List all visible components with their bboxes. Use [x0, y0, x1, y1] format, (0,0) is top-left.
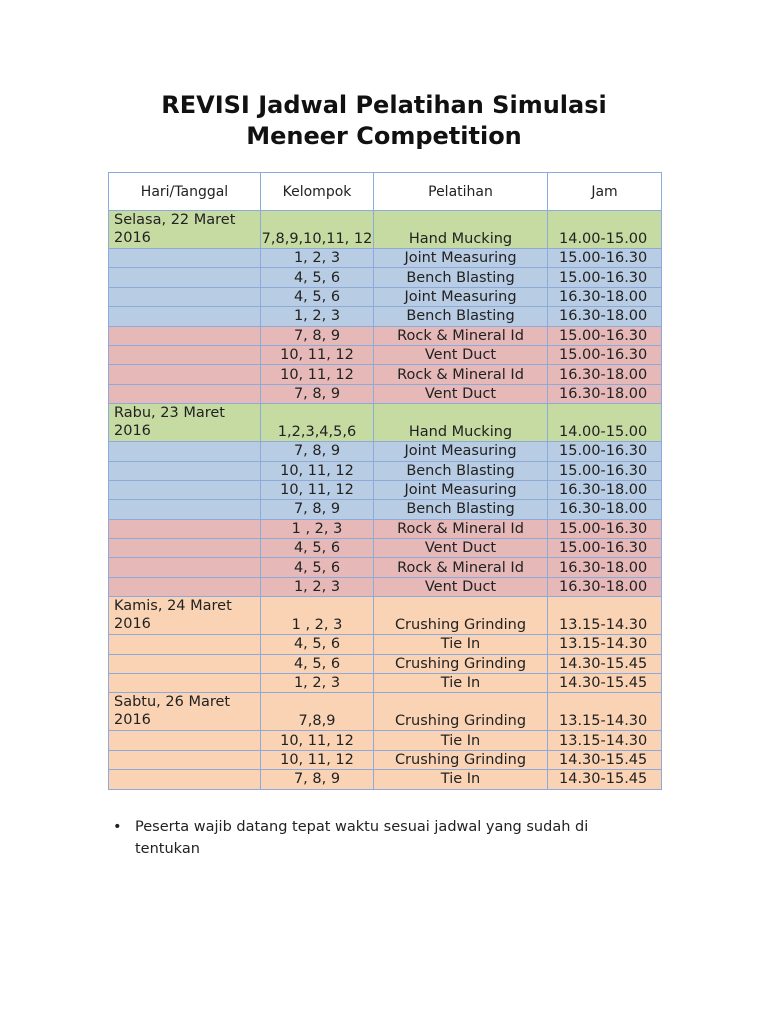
- day-cell: [109, 365, 261, 384]
- group-cell: 4, 5, 6: [261, 635, 374, 654]
- group-cell: 7,8,9: [261, 693, 374, 731]
- table-row: [109, 750, 662, 769]
- group-cell: 10, 11, 12: [261, 750, 374, 769]
- activity-cell: Vent Duct: [374, 345, 548, 364]
- table-row: [109, 442, 662, 461]
- activity-cell: Tie In: [374, 674, 548, 693]
- day-cell: [109, 750, 261, 769]
- title-line-2: Meneer Competition: [246, 122, 522, 150]
- activity-cell: Crushing Grinding: [374, 693, 548, 731]
- activity-cell: Vent Duct: [374, 577, 548, 596]
- day-cell: [109, 307, 261, 326]
- activity-cell: Tie In: [374, 635, 548, 654]
- table-row: [109, 597, 662, 635]
- activity-cell: Rock & Mineral Id: [374, 365, 548, 384]
- activity-cell: Joint Measuring: [374, 249, 548, 268]
- group-cell: 1, 2, 3: [261, 249, 374, 268]
- table-row: [109, 404, 662, 442]
- activity-cell: Bench Blasting: [374, 500, 548, 519]
- group-cell: 1,2,3,4,5,6: [261, 404, 374, 442]
- day-cell: [109, 249, 261, 268]
- day-cell: [109, 442, 261, 461]
- activity-cell: Crushing Grinding: [374, 750, 548, 769]
- activity-cell: Joint Measuring: [374, 287, 548, 306]
- note-text: Peserta wajib datang tepat waktu sesuai jadwal yang sudah di tentukan: [135, 819, 589, 857]
- day-cell: [109, 480, 261, 499]
- group-cell: 7, 8, 9: [261, 384, 374, 403]
- time-cell: 16.30-18.00: [548, 500, 662, 519]
- table-row: [109, 211, 662, 249]
- group-cell: 4, 5, 6: [261, 558, 374, 577]
- table-row: [109, 365, 662, 384]
- day-cell: [109, 268, 261, 287]
- activity-cell: Rock & Mineral Id: [374, 326, 548, 345]
- schedule-table: [108, 172, 662, 790]
- time-cell: 15.00-16.30: [548, 442, 662, 461]
- activity-cell: Tie In: [374, 770, 548, 789]
- group-cell: 4, 5, 6: [261, 654, 374, 673]
- group-cell: 7, 8, 9: [261, 500, 374, 519]
- group-cell: 7,8,9,10,11, 12: [261, 211, 374, 249]
- header-kelompok: Kelompok: [261, 173, 374, 211]
- group-cell: 10, 11, 12: [261, 365, 374, 384]
- time-cell: 14.30-15.45: [548, 770, 662, 789]
- day-cell: [109, 345, 261, 364]
- time-cell: 16.30-18.00: [548, 287, 662, 306]
- day-cell: Kamis, 24 Maret 2016: [109, 597, 261, 635]
- day-cell: [109, 500, 261, 519]
- table-row: [109, 674, 662, 693]
- table-row: [109, 539, 662, 558]
- activity-cell: Tie In: [374, 731, 548, 750]
- day-cell: [109, 384, 261, 403]
- bullet-marker: •: [113, 819, 122, 835]
- day-cell: [109, 287, 261, 306]
- table-row: [109, 558, 662, 577]
- activity-cell: Crushing Grinding: [374, 654, 548, 673]
- time-cell: 13.15-14.30: [548, 635, 662, 654]
- day-cell: [109, 519, 261, 538]
- group-cell: 4, 5, 6: [261, 287, 374, 306]
- day-cell: [109, 577, 261, 596]
- group-cell: 1, 2, 3: [261, 674, 374, 693]
- table-row: [109, 577, 662, 596]
- table-row: [109, 519, 662, 538]
- group-cell: 7, 8, 9: [261, 326, 374, 345]
- day-cell: [109, 461, 261, 480]
- table-row: [109, 268, 662, 287]
- group-cell: 10, 11, 12: [261, 731, 374, 750]
- day-cell: [109, 558, 261, 577]
- time-cell: 16.30-18.00: [548, 558, 662, 577]
- document-title: [0, 90, 768, 152]
- time-cell: 15.00-16.30: [548, 345, 662, 364]
- day-cell: [109, 539, 261, 558]
- time-cell: 15.00-16.30: [548, 539, 662, 558]
- activity-cell: Bench Blasting: [374, 268, 548, 287]
- table-row: [109, 635, 662, 654]
- group-cell: 1 , 2, 3: [261, 597, 374, 635]
- time-cell: 16.30-18.00: [548, 307, 662, 326]
- time-cell: 15.00-16.30: [548, 519, 662, 538]
- table-row: [109, 693, 662, 731]
- time-cell: 16.30-18.00: [548, 480, 662, 499]
- day-cell: [109, 674, 261, 693]
- day-cell: [109, 654, 261, 673]
- table-row: [109, 461, 662, 480]
- time-cell: 15.00-16.30: [548, 268, 662, 287]
- activity-cell: Hand Mucking: [374, 211, 548, 249]
- group-cell: 10, 11, 12: [261, 345, 374, 364]
- day-cell: Rabu, 23 Maret 2016: [109, 404, 261, 442]
- time-cell: 15.00-16.30: [548, 326, 662, 345]
- activity-cell: Hand Mucking: [374, 404, 548, 442]
- group-cell: 7, 8, 9: [261, 442, 374, 461]
- time-cell: 15.00-16.30: [548, 461, 662, 480]
- day-cell: [109, 731, 261, 750]
- time-cell: 14.30-15.45: [548, 750, 662, 769]
- table-row: [109, 345, 662, 364]
- time-cell: 13.15-14.30: [548, 693, 662, 731]
- time-cell: 14.00-15.00: [548, 211, 662, 249]
- activity-cell: Crushing Grinding: [374, 597, 548, 635]
- activity-cell: Rock & Mineral Id: [374, 558, 548, 577]
- day-cell: Sabtu, 26 Maret 2016: [109, 693, 261, 731]
- time-cell: 16.30-18.00: [548, 384, 662, 403]
- group-cell: 4, 5, 6: [261, 268, 374, 287]
- group-cell: 4, 5, 6: [261, 539, 374, 558]
- group-cell: 1, 2, 3: [261, 307, 374, 326]
- header-hari-tanggal: Hari/Tanggal: [109, 173, 261, 211]
- header-row: [109, 173, 662, 211]
- time-cell: 14.30-15.45: [548, 674, 662, 693]
- group-cell: 1, 2, 3: [261, 577, 374, 596]
- time-cell: 15.00-16.30: [548, 249, 662, 268]
- activity-cell: Rock & Mineral Id: [374, 519, 548, 538]
- table-row: [109, 249, 662, 268]
- table-row: [109, 326, 662, 345]
- activity-cell: Bench Blasting: [374, 307, 548, 326]
- time-cell: 16.30-18.00: [548, 365, 662, 384]
- title-line-1: REVISI Jadwal Pelatihan Simulasi: [161, 91, 607, 119]
- day-cell: [109, 326, 261, 345]
- table-row: [109, 770, 662, 789]
- time-cell: 13.15-14.30: [548, 731, 662, 750]
- note-list: [110, 816, 630, 860]
- activity-cell: Joint Measuring: [374, 442, 548, 461]
- group-cell: 10, 11, 12: [261, 461, 374, 480]
- time-cell: 14.30-15.45: [548, 654, 662, 673]
- time-cell: 13.15-14.30: [548, 597, 662, 635]
- header-jam: Jam: [548, 173, 662, 211]
- day-cell: [109, 635, 261, 654]
- activity-cell: Vent Duct: [374, 539, 548, 558]
- table-row: [109, 307, 662, 326]
- table-row: [109, 384, 662, 403]
- header-pelatihan: Pelatihan: [374, 173, 548, 211]
- schedule-body: [109, 211, 662, 790]
- table-row: [109, 654, 662, 673]
- table-row: [109, 287, 662, 306]
- group-cell: 10, 11, 12: [261, 480, 374, 499]
- table-row: [109, 480, 662, 499]
- activity-cell: Joint Measuring: [374, 480, 548, 499]
- group-cell: 7, 8, 9: [261, 770, 374, 789]
- activity-cell: Vent Duct: [374, 384, 548, 403]
- day-cell: [109, 770, 261, 789]
- group-cell: 1 , 2, 3: [261, 519, 374, 538]
- day-cell: Selasa, 22 Maret 2016: [109, 211, 261, 249]
- time-cell: 16.30-18.00: [548, 577, 662, 596]
- activity-cell: Bench Blasting: [374, 461, 548, 480]
- table-row: [109, 500, 662, 519]
- time-cell: 14.00-15.00: [548, 404, 662, 442]
- table-row: [109, 731, 662, 750]
